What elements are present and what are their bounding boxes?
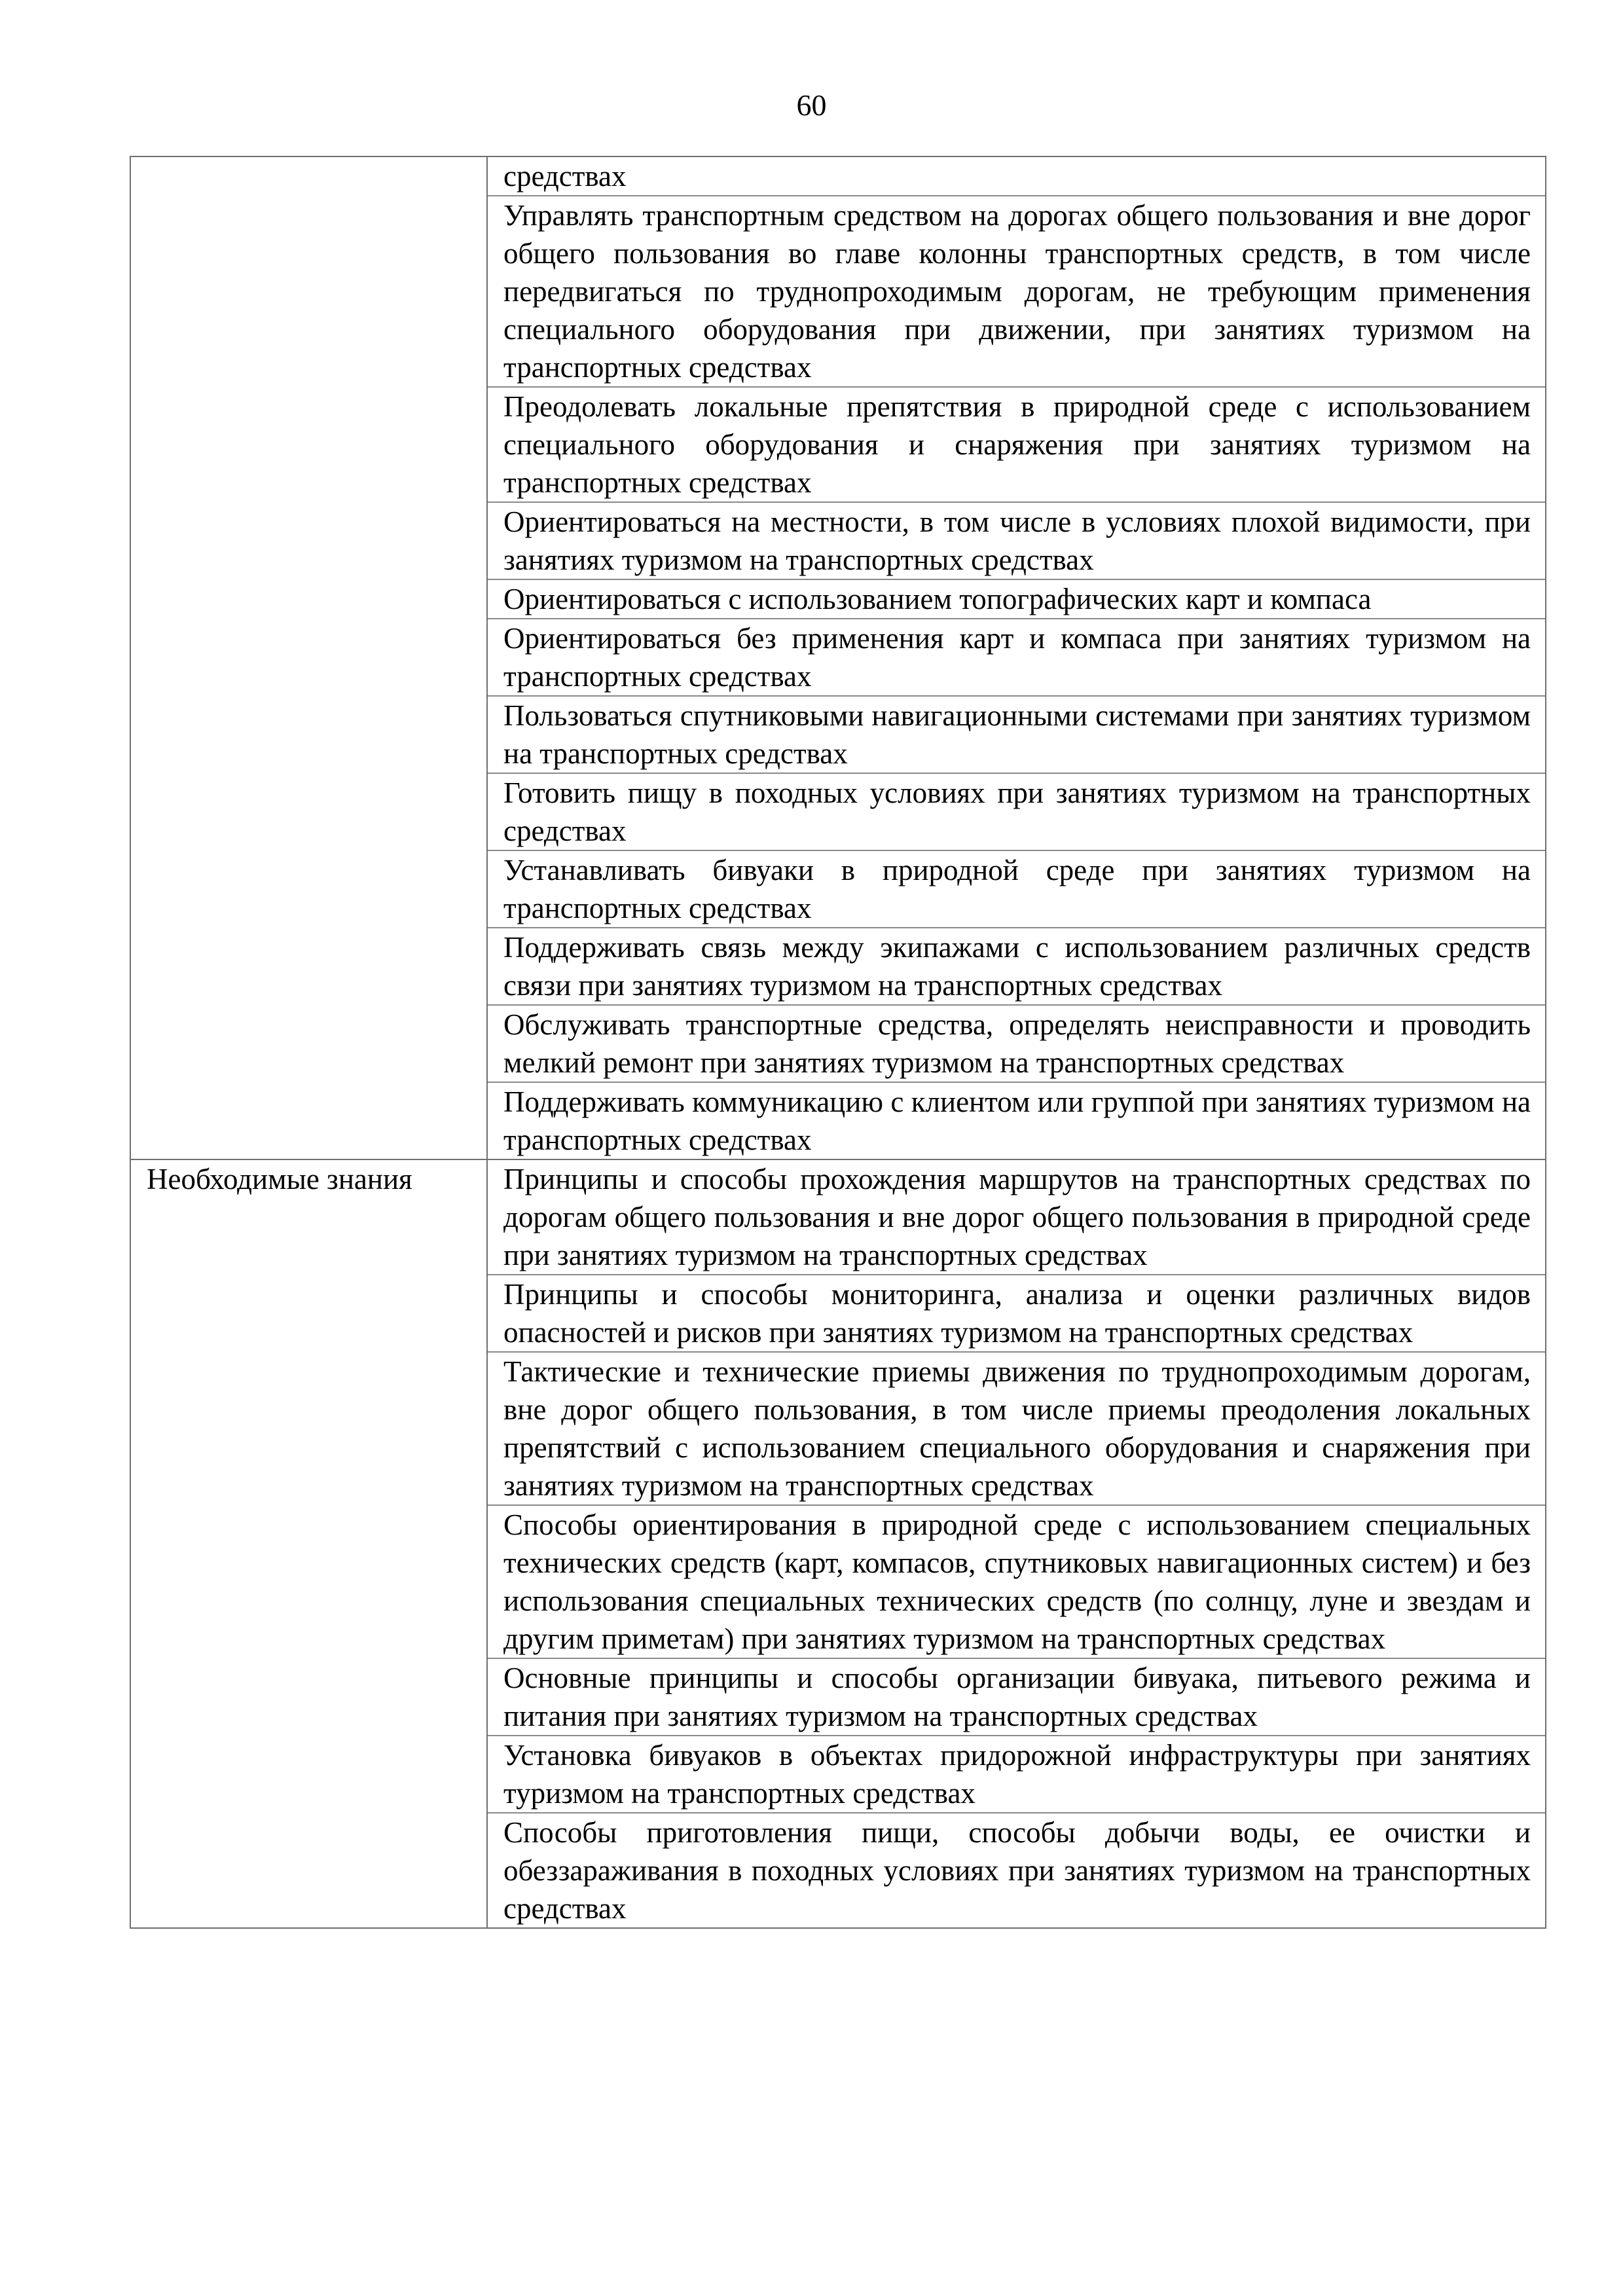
knowledge-row bbox=[130, 1159, 1546, 1928]
knowledge-item-5: Основные принципы и способы организации бивуака, питьевого режима и питания при занятиях туризмом на транспортных средствах bbox=[488, 1658, 1545, 1735]
knowledge-label-cell: Необходимые знания bbox=[130, 1159, 487, 1928]
skill-item-2: Управлять транспортным средством на дорогах общего пользования и вне дорог общего пользования во главе колонны транспортных средств, в том числе передвигаться по труднопроходимым дорогам, не требующим применения специального оборудования при движении, при занятиях туризмом на транспортных средствах bbox=[488, 195, 1545, 386]
skill-item-3: Преодолевать локальные препятствия в природной среде с использованием специального оборудования и снаряжения при занятиях туризмом на транспортных средствах bbox=[488, 386, 1545, 501]
skill-item-6: Ориентироваться без применения карт и компаса при занятиях туризмом на транспортных средствах bbox=[488, 618, 1545, 695]
knowledge-items-cell bbox=[487, 1159, 1546, 1928]
skill-item-7: Пользоваться спутниковыми навигационными системами при занятиях туризмом на транспортных средствах bbox=[488, 695, 1545, 773]
skill-item-9: Устанавливать бивуаки в природной среде при занятиях туризмом на транспортных средствах bbox=[488, 850, 1545, 927]
skills-items-cell bbox=[487, 156, 1546, 1159]
skill-item-5: Ориентироваться с использованием топографических карт и компаса bbox=[488, 579, 1545, 618]
skill-item-1: средствах bbox=[503, 160, 627, 192]
skill-item-8: Готовить пищу в походных условиях при занятиях туризмом на транспортных средствах bbox=[488, 773, 1545, 850]
skill-item-12: Поддерживать коммуникацию с клиентом или группой при занятиях туризмом на транспортных средствах bbox=[488, 1082, 1545, 1159]
skills-label-cell bbox=[130, 156, 487, 1159]
competency-table bbox=[130, 156, 1546, 1929]
skill-item-10: Поддерживать связь между экипажами с использованием различных средств связи при занятиях туризмом на транспортных средствах bbox=[488, 927, 1545, 1004]
skill-item-4: Ориентироваться на местности, в том числе в условиях плохой видимости, при занятиях туризмом на транспортных средствах bbox=[488, 501, 1545, 579]
skills-row bbox=[130, 156, 1546, 1159]
knowledge-item-2: Принципы и способы мониторинга, анализа и оценки различных видов опасностей и рисков при занятиях туризмом на транспортных средствах bbox=[488, 1274, 1545, 1351]
knowledge-item-4: Способы ориентирования в природной среде с использованием специальных технических средств (карт, компасов, спутниковых навигационных систем) и без использования специальных технических средств (по солнцу, луне и звездам и другим приметам) при занятиях туризмом на транспортных средствах bbox=[488, 1504, 1545, 1658]
page-number: 60 bbox=[796, 88, 827, 122]
knowledge-item-7: Способы приготовления пищи, способы добычи воды, ее очистки и обеззараживания в походных условиях при занятиях туризмом на транспортных средствах bbox=[488, 1812, 1545, 1927]
skill-item-11: Обслуживать транспортные средства, определять неисправности и проводить мелкий ремонт при занятиях туризмом на транспортных средствах bbox=[488, 1004, 1545, 1082]
knowledge-item-3: Тактические и технические приемы движения по труднопроходимым дорогам, вне дорог общего пользования, в том числе приемы преодоления локальных препятствий с использованием специального оборудования и снаряжения при занятиях туризмом на транспортных средствах bbox=[488, 1351, 1545, 1504]
knowledge-item-1: Принципы и способы прохождения маршрутов на транспортных средствах по дорогам общего пользования и вне дорог общего пользования в природной среде при занятиях туризмом на транспортных средствах bbox=[503, 1163, 1531, 1271]
knowledge-item-6: Установка бивуаков в объектах придорожной инфраструктуры при занятиях туризмом на транспортных средствах bbox=[488, 1735, 1545, 1812]
